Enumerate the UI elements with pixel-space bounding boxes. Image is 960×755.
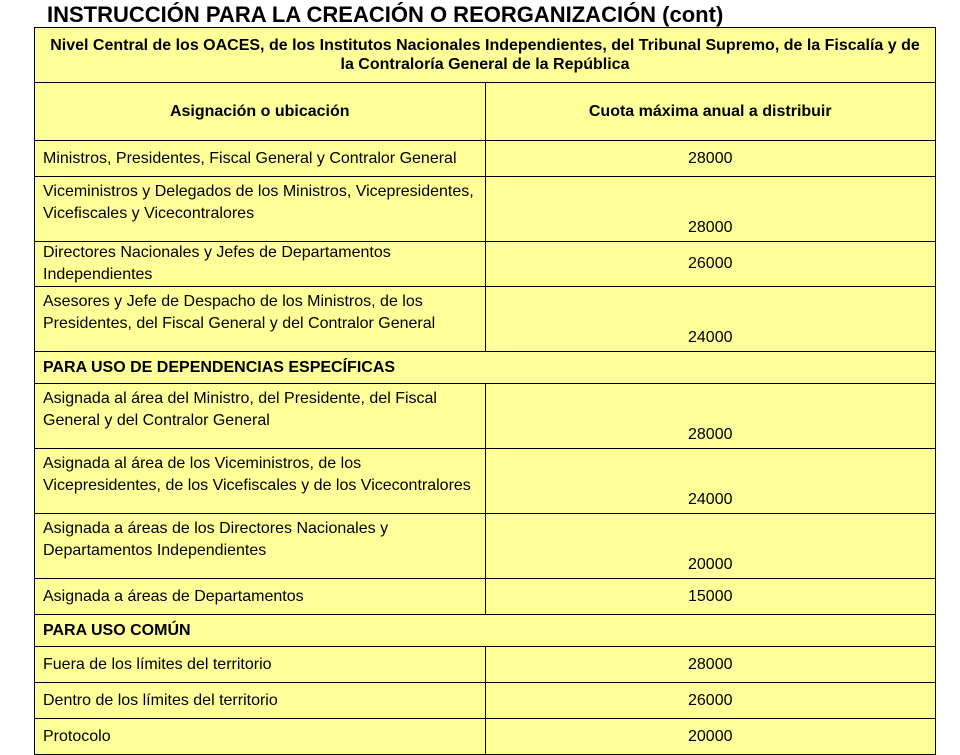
row-value: 28000 <box>485 177 936 242</box>
row-label: Fuera de los límites del territorio <box>35 647 486 683</box>
table-row <box>35 242 936 287</box>
row-value: 26000 <box>485 683 936 719</box>
row-label: Asignada al área de los Viceministros, de los Vicepresidentes, de los Vicefiscales y de los Vicecontralores <box>35 449 486 514</box>
row-value: 15000 <box>485 579 936 615</box>
row-label: Protocolo <box>35 719 486 755</box>
row-label: Asignada a áreas de Departamentos <box>35 579 486 615</box>
table-row <box>35 647 936 683</box>
section-heading: PARA USO DE DEPENDENCIAS ESPECÍFICAS <box>35 352 936 384</box>
table-row <box>35 683 936 719</box>
table-row <box>35 719 936 755</box>
table-row <box>35 514 936 579</box>
row-label: Asesores y Jefe de Despacho de los Ministros, de los Presidentes, del Fiscal General y del Contralor General <box>35 287 486 352</box>
table-heading: Nivel Central de los OACES, de los Institutos Nacionales Independientes, del Tribunal Supremo, de la Fiscalía y de la Contraloría General de la República <box>35 28 936 83</box>
column-header-quota: Cuota máxima anual a distribuir <box>485 83 936 141</box>
row-value: 28000 <box>485 141 936 177</box>
row-value: 28000 <box>485 647 936 683</box>
row-label: Viceministros y Delegados de los Ministros, Vicepresidentes, Vicefiscales y Vicecontralores <box>35 177 486 242</box>
row-label: Directores Nacionales y Jefes de Departamentos Independientes <box>35 242 486 287</box>
table-row <box>35 287 936 352</box>
table-row <box>35 579 936 615</box>
row-value: 28000 <box>485 384 936 449</box>
row-label: Asignada al área del Ministro, del Presidente, del Fiscal General y del Contralor General <box>35 384 486 449</box>
row-value: 24000 <box>485 449 936 514</box>
column-header-row <box>35 83 936 141</box>
table-row <box>35 384 936 449</box>
section-row-specific <box>35 352 936 384</box>
table-heading-row <box>35 28 936 83</box>
table-row <box>35 177 936 242</box>
page-title: INSTRUCCIÓN PARA LA CREACIÓN O REORGANIZACIÓN (cont) <box>47 2 724 27</box>
row-value: 26000 <box>485 242 936 287</box>
table-row <box>35 141 936 177</box>
section-heading: PARA USO COMÚN <box>35 615 936 647</box>
section-row-common <box>35 615 936 647</box>
table-row <box>35 449 936 514</box>
row-label: Ministros, Presidentes, Fiscal General y Contralor General <box>35 141 486 177</box>
row-label: Dentro de los límites del territorio <box>35 683 486 719</box>
row-value: 24000 <box>485 287 936 352</box>
row-value: 20000 <box>485 719 936 755</box>
row-value: 20000 <box>485 514 936 579</box>
quota-table <box>34 27 936 755</box>
row-label: Asignada a áreas de los Directores Nacionales y Departamentos Independientes <box>35 514 486 579</box>
column-header-assignment: Asignación o ubicación <box>35 83 486 141</box>
